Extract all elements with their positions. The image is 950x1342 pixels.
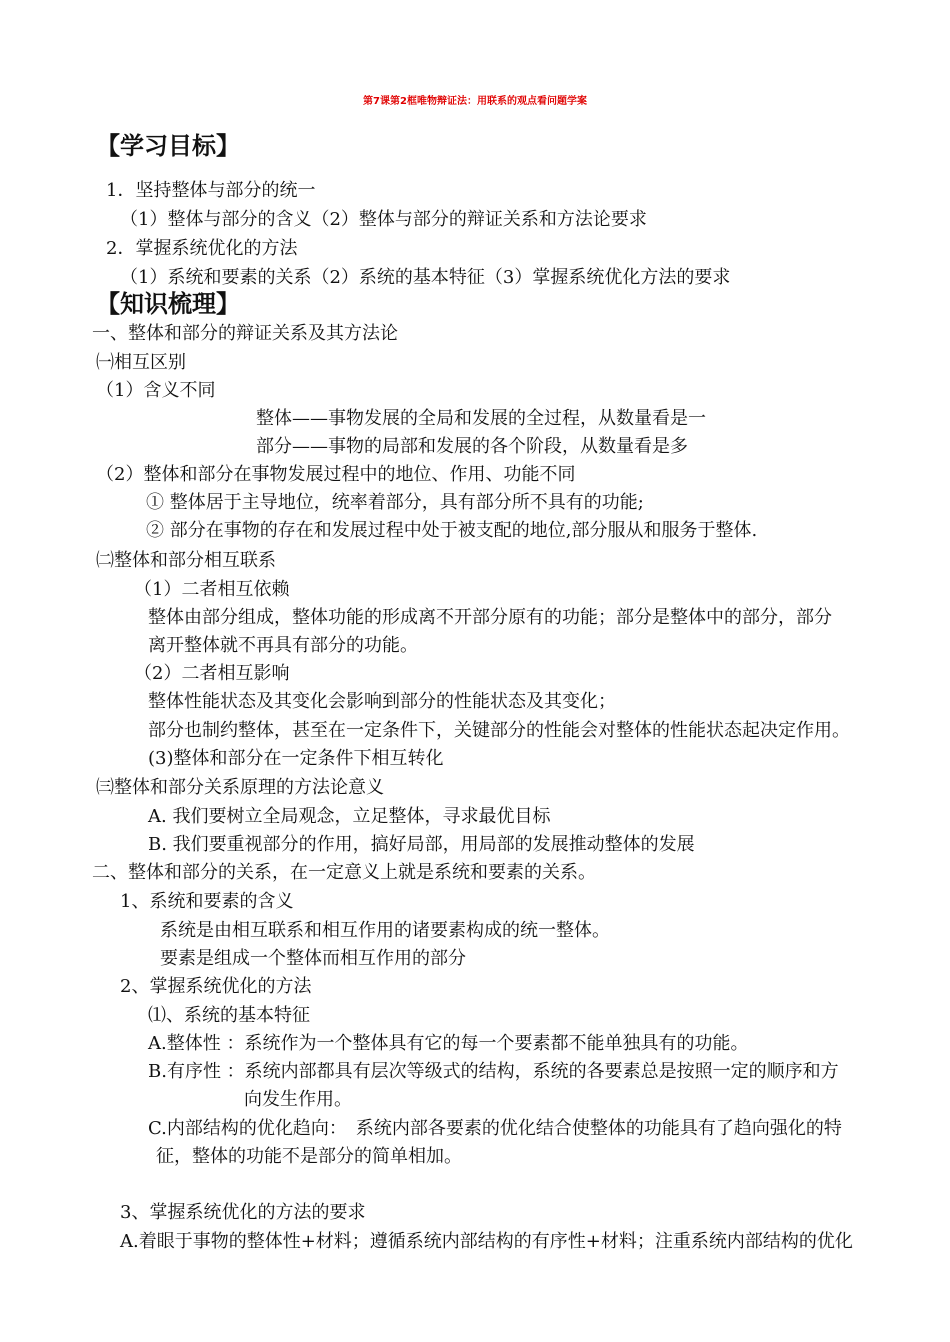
goal-subitem: （1）系统和要素的关系（2）系统的基本特征（3）掌握系统优化方法的要求	[120, 267, 731, 288]
text-line: ⑴、系统的基本特征	[148, 1005, 310, 1026]
text-line: B.有序性 ：系统内部都具有层次等级式的结构，系统的各要素总是按照一定的顺序和方	[148, 1061, 839, 1082]
section-heading-knowledge: 【知识梳理】	[96, 290, 240, 318]
text-line: ① 整体居于主导地位，统率着部分，具有部分所不具有的功能;	[146, 492, 644, 513]
text-line: （2）整体和部分在事物发展过程中的地位、作用、功能不同	[96, 464, 576, 485]
section-heading-goals: 【学习目标】	[96, 132, 240, 160]
text-line: 一、整体和部分的辩证关系及其方法论	[92, 323, 398, 344]
text-line: 整体由部分组成，整体功能的形成离不开部分原有的功能；部分是整体中的部分，部分	[148, 607, 832, 628]
text-line: 整体——事物发展的全局和发展的全过程，从数量看是一	[256, 408, 706, 429]
text-line: 系统是由相互联系和相互作用的诸要素构成的统一整体。	[160, 920, 610, 941]
text-line: (3)整体和部分在一定条件下相互转化	[148, 748, 444, 769]
text-line: ㈢整体和部分关系原理的方法论意义	[96, 777, 384, 798]
text-line: 向发生作用。	[244, 1089, 352, 1110]
text-line: ㈠相互区别	[96, 352, 186, 373]
text-line: 3、掌握系统优化的方法的要求	[120, 1202, 366, 1223]
text-line: A.着眼于事物的整体性+材料；遵循系统内部结构的有序性+材料；注重系统内部结构的优化	[120, 1231, 853, 1252]
text-line: （2）二者相互影响	[134, 663, 290, 684]
text-line: 征，整体的功能不是部分的简单相加。	[156, 1146, 462, 1167]
text-line: A. 我们要树立全局观念，立足整体，寻求最优目标	[148, 806, 551, 827]
text-line: （1）二者相互依赖	[134, 579, 290, 600]
text-line: 1、系统和要素的含义	[120, 891, 294, 912]
goal-subitem: （1）整体与部分的含义（2）整体与部分的辩证关系和方法论要求	[120, 209, 647, 230]
text-line: ② 部分在事物的存在和发展过程中处于被支配的地位,部分服从和服务于整体.	[146, 520, 758, 541]
text-line: （1）含义不同	[96, 380, 216, 401]
text-line: B. 我们要重视部分的作用，搞好局部，用局部的发展推动整体的发展	[148, 834, 695, 855]
text-line: 要素是组成一个整体而相互作用的部分	[160, 948, 466, 969]
text-line: 部分也制约整体，甚至在一定条件下，关键部分的性能会对整体的性能状态起决定作用。	[148, 720, 850, 741]
text-line: 部分——事物的局部和发展的各个阶段，从数量看是多	[256, 436, 688, 457]
text-line: ㈡整体和部分相互联系	[96, 550, 276, 571]
text-line: C.内部结构的优化趋向： 系统内部各要素的优化结合使整体的功能具有了趋向强化的特	[148, 1118, 842, 1139]
text-line: 离开整体就不再具有部分的功能。	[148, 635, 418, 656]
goal-item: 1．坚持整体与部分的统一	[106, 180, 316, 201]
text-line: A.整体性 ：系统作为一个整体具有它的每一个要素都不能单独具有的功能。	[148, 1033, 749, 1054]
goal-item: 2．掌握系统优化的方法	[106, 238, 298, 259]
text-line: 二、整体和部分的关系，在一定意义上就是系统和要素的关系。	[92, 862, 596, 883]
text-line: 2、掌握系统优化的方法	[120, 976, 312, 997]
page-title: 第7课第2框唯物辩证法：用联系的观点看问题学案	[363, 96, 587, 107]
text-line: 整体性能状态及其变化会影响到部分的性能状态及其变化；	[148, 691, 616, 712]
